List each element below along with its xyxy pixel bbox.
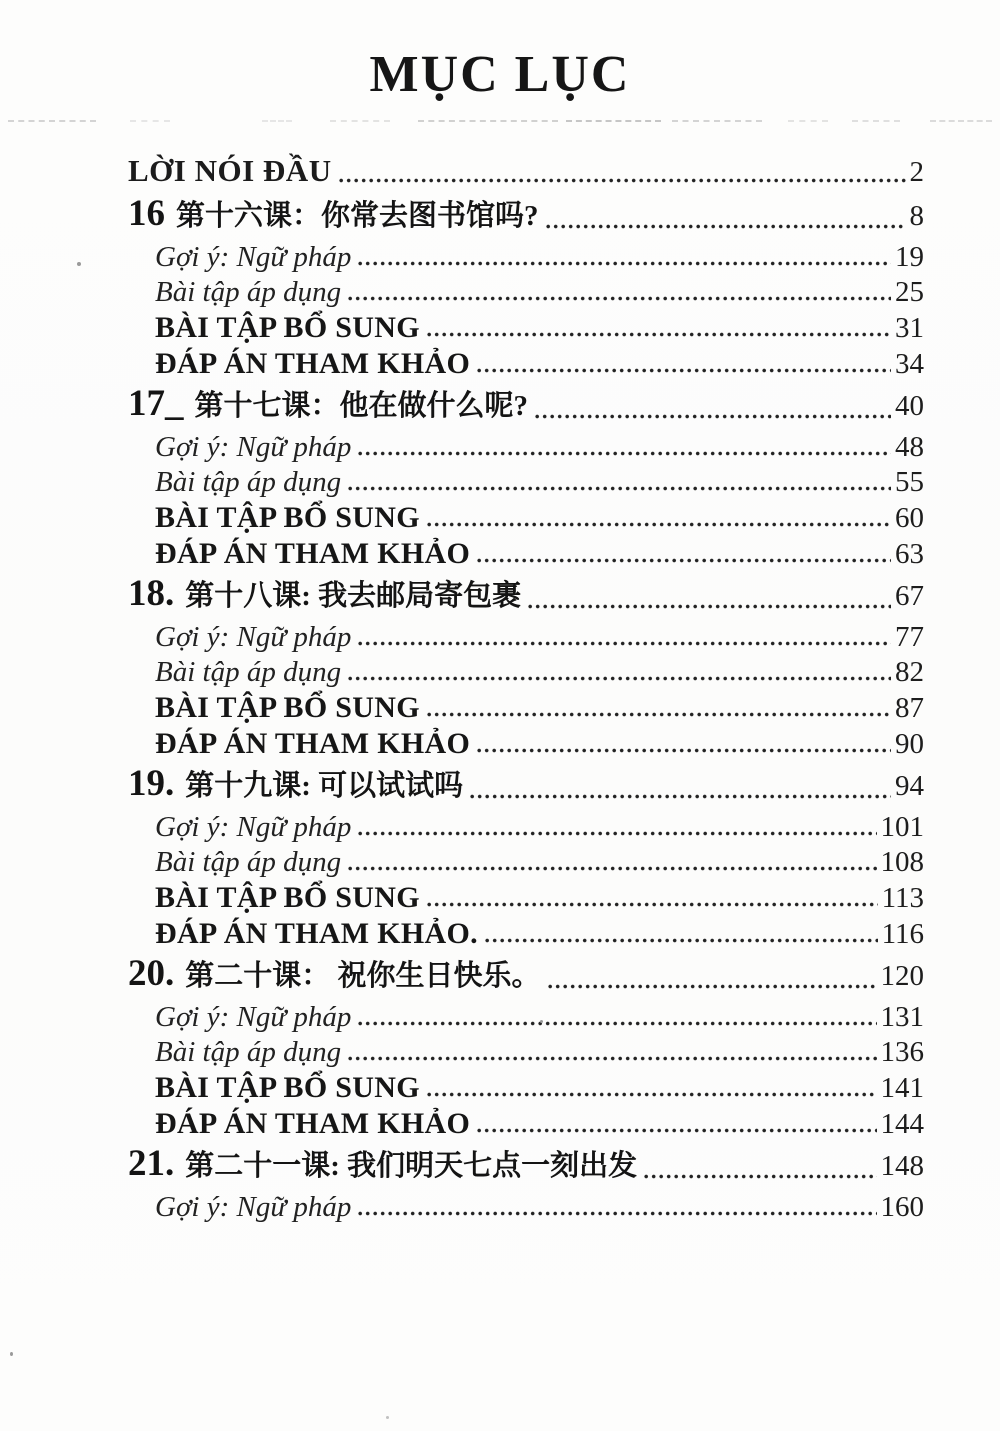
dot-leader [535, 414, 891, 419]
scan-artifact-segment [852, 120, 900, 122]
toc-entry-answer-key [128, 348, 924, 380]
dot-leader [548, 984, 877, 989]
dot-leader [358, 261, 891, 266]
dot-leader [427, 332, 891, 337]
entry-label: Gợi ý: Ngữ pháp [155, 621, 352, 653]
entry-label: Bài tập áp dụng [155, 656, 342, 688]
entry-page-number: 67 [895, 580, 924, 612]
entry-page-number: 34 [895, 348, 924, 380]
dot-leader [348, 676, 891, 681]
dot-leader [427, 522, 891, 527]
entry-label: ĐÁP ÁN THAM KHẢO [155, 347, 471, 380]
dot-leader [358, 1211, 876, 1216]
toc-entry-applied-exercise [128, 657, 924, 688]
entry-label: 第十七课：他在做什么呢? [194, 390, 529, 422]
toc-entry-applied-exercise [128, 467, 924, 498]
toc-entry-grammar-hint [128, 1192, 924, 1223]
dot-leader [427, 902, 878, 907]
entry-page-number: 55 [895, 466, 924, 498]
entry-page-number: 48 [895, 431, 924, 463]
scan-speck [540, 1020, 543, 1023]
entry-page-number: 116 [881, 918, 924, 950]
dot-leader [358, 1021, 876, 1026]
toc-entry-supplementary-exercise [128, 882, 924, 914]
scan-artifact-segment [418, 120, 558, 122]
entry-page-number: 8 [909, 200, 924, 232]
scan-artifact-segment [262, 120, 292, 122]
scan-artifact-segment [930, 120, 992, 122]
toc-entry-chapter [128, 574, 924, 616]
entry-number: 21. [128, 1143, 175, 1184]
scan-artifact-segment [8, 120, 96, 122]
dot-leader [358, 831, 876, 836]
toc-entry-supplementary-exercise [128, 312, 924, 344]
entry-page-number: 131 [880, 1001, 924, 1033]
entry-label: Gợi ý: Ngữ pháp [155, 241, 352, 273]
entry-page-number: 148 [880, 1150, 924, 1182]
entry-number: 20. [128, 953, 175, 994]
dot-leader [358, 451, 891, 456]
scan-artifact-segment [130, 120, 170, 122]
entry-label: Gợi ý: Ngữ pháp [155, 1001, 352, 1033]
entry-page-number: 94 [895, 770, 924, 802]
entry-label: 第二十课： 祝你生日快乐。 [185, 960, 541, 992]
dot-leader [358, 641, 891, 646]
entry-label: 第十九课: 可以试试吗 [185, 770, 464, 802]
entry-page-number: 25 [895, 276, 924, 308]
entry-label: Bài tập áp dụng [155, 1036, 342, 1068]
entry-label: ĐÁP ÁN THAM KHẢO. [155, 917, 478, 950]
toc-entry-chapter [128, 384, 924, 426]
toc-entry-chapter [128, 954, 924, 996]
toc-entry-answer-key [128, 1108, 924, 1140]
toc-entry-supplementary-exercise [128, 692, 924, 724]
toc-entry-preface [128, 153, 924, 190]
entry-label: ĐÁP ÁN THAM KHẢO [155, 1107, 471, 1140]
entry-page-number: 120 [880, 960, 924, 992]
dot-leader [348, 486, 891, 491]
dot-leader [427, 1092, 877, 1097]
toc-entry-chapter [128, 764, 924, 806]
scan-speck [386, 1416, 389, 1419]
entry-page-number: 136 [880, 1036, 924, 1068]
scan-speck [10, 1352, 13, 1356]
page-title: MỤC LỤC [369, 46, 631, 103]
entry-number: 19. [128, 763, 175, 804]
dot-leader [348, 296, 891, 301]
entry-label: BÀI TẬP BỔ SUNG [155, 501, 420, 534]
entry-page-number: 31 [895, 312, 924, 344]
toc-entry-supplementary-exercise [128, 502, 924, 534]
entry-label: ĐÁP ÁN THAM KHẢO [155, 537, 471, 570]
entry-page-number: 40 [895, 390, 924, 422]
entry-page-number: 19 [895, 241, 924, 273]
entry-label: ĐÁP ÁN THAM KHẢO [155, 727, 471, 760]
dot-leader [477, 368, 891, 373]
toc-entry-grammar-hint [128, 242, 924, 273]
entry-number: 17_ [128, 383, 184, 424]
entry-number: 18. [128, 573, 175, 614]
entry-page-number: 87 [895, 692, 924, 724]
entry-page-number: 113 [881, 882, 924, 914]
dot-leader [546, 224, 906, 229]
entry-label: BÀI TẬP BỔ SUNG [155, 691, 420, 724]
entry-page-number: 77 [895, 621, 924, 653]
entry-page-number: 144 [880, 1108, 924, 1140]
toc-entry-chapter [128, 194, 924, 236]
entry-page-number: 82 [895, 656, 924, 688]
scan-speck [77, 262, 81, 266]
entry-label: Gợi ý: Ngữ pháp [155, 811, 352, 843]
entry-page-number: 160 [880, 1191, 924, 1223]
toc-entry-supplementary-exercise [128, 1072, 924, 1104]
toc-entry-grammar-hint [128, 1002, 924, 1033]
entry-page-number: 101 [880, 811, 924, 843]
entry-label: 第十八课: 我去邮局寄包裹 [185, 580, 522, 612]
entry-label: Gợi ý: Ngữ pháp [155, 431, 352, 463]
entry-label: BÀI TẬP BỔ SUNG [155, 311, 420, 344]
entry-number: 16 [128, 193, 165, 234]
entry-label: 第二十一课: 我们明天七点一刻出发 [185, 1150, 638, 1182]
scan-artifact-segment [330, 120, 390, 122]
toc-entry-applied-exercise [128, 847, 924, 878]
entry-page-number: 2 [909, 156, 924, 188]
dot-leader [477, 748, 891, 753]
dot-leader [644, 1174, 876, 1179]
toc-entry-answer-key [128, 918, 924, 950]
toc-entry-grammar-hint [128, 432, 924, 463]
entry-label: 第十六课：你常去图书馆吗? [176, 200, 539, 232]
dot-leader [339, 178, 906, 183]
scan-artifact-segment [788, 120, 828, 122]
dot-leader [470, 794, 891, 799]
dot-leader [477, 1128, 876, 1133]
entry-label: BÀI TẬP BỔ SUNG [155, 881, 420, 914]
entry-page-number: 90 [895, 728, 924, 760]
dot-leader [348, 1056, 876, 1061]
toc-entry-answer-key [128, 728, 924, 760]
toc-entry-applied-exercise [128, 1037, 924, 1068]
toc-entry-answer-key [128, 538, 924, 570]
entry-label: Bài tập áp dụng [155, 276, 342, 308]
entry-label: Bài tập áp dụng [155, 846, 342, 878]
entry-page-number: 60 [895, 502, 924, 534]
toc-entry-grammar-hint [128, 622, 924, 653]
dot-leader [485, 938, 878, 943]
dot-leader [427, 712, 891, 717]
toc-entry-grammar-hint [128, 812, 924, 843]
toc-entry-applied-exercise [128, 277, 924, 308]
scan-artifact-segment [672, 120, 762, 122]
dot-leader [528, 604, 891, 609]
entry-page-number: 108 [880, 846, 924, 878]
scan-artifact-line [0, 118, 1000, 124]
toc-entry-chapter [128, 1144, 924, 1186]
entry-page-number: 141 [880, 1072, 924, 1104]
dot-leader [348, 866, 876, 871]
entry-page-number: 63 [895, 538, 924, 570]
toc-list [128, 153, 924, 1223]
dot-leader [477, 558, 891, 563]
entry-label: BÀI TẬP BỔ SUNG [155, 1071, 420, 1104]
scan-artifact-segment [566, 120, 661, 122]
entry-label: LỜI NÓI ĐẦU [128, 153, 332, 188]
entry-label: Bài tập áp dụng [155, 466, 342, 498]
entry-label: Gợi ý: Ngữ pháp [155, 1191, 352, 1223]
